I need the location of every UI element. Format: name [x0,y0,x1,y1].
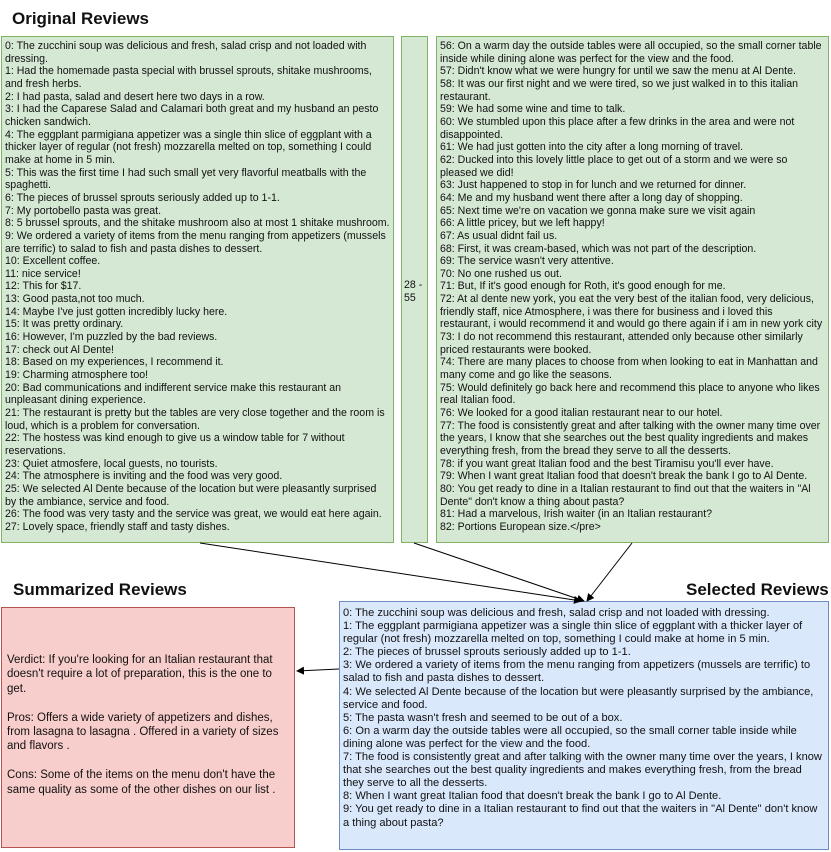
review-item: 2: I had pasta, salad and desert here two days in a row. [5,90,265,103]
arrow-left-to-selected [200,543,581,601]
review-item: 8: 5 brussel sprouts, and the shitake mushroom also at most 1 shitake mushroom. [5,217,390,230]
review-item: 64: Me and my husband went there after a long day of shopping. [440,191,743,204]
review-item: 0: The zucchini soup was delicious and fresh, salad crisp and not loaded with dressing. [343,607,770,619]
review-item: 73: I do not recommend this restaurant, attended only because other similarly priced restaurants were booked. [440,331,803,356]
selected-reviews-heading: Selected Reviews [686,580,829,599]
review-item: 12: This for $17. [5,280,82,293]
review-item: 69: The service wasn't very attentive. [440,255,614,268]
review-item: 7: The food is consistently great and after talking with the owner many time over the years, I know that she searches out the best quality ingredients and makes everything fresh, from the bread they serve to all the desserts. [343,751,822,790]
review-item: 25: We selected Al Dente because of the location but were pleasantly surprised by the ambiance, service and food. [5,482,377,508]
summary-pros: Pros: Offers a wide variety of appetizers and dishes, from lasagna to lasagna . Offered in a variety of sizes and flavors . [7,711,279,753]
review-item: 70: No one rushed us out. [440,267,562,280]
original-reviews-heading: Original Reviews [12,9,149,28]
review-item: 65: Next time we're on vacation we gonna make sure we visit again [440,204,756,217]
review-item: 6: On a warm day the outside tables were all occupied, so the small corner table inside while dining alone was perfect for the view and the food. [343,724,797,750]
review-item: 79: When I want great Italian food that doesn't break the bank I go to Al Dente. [440,470,808,483]
review-item: 0: The zucchini soup was delicious and fresh, salad crisp and not loaded with dressing. [5,40,367,65]
review-item: 66: A little pricey, but we left happy! [440,217,605,230]
review-item: 20: Bad communications and indifferent service make this restaurant an unpleasant dining experience. [5,381,342,407]
review-item: 14: Maybe I've just gotten incredibly lucky here. [5,305,228,318]
summary-cons: Cons: Some of the items on the menu don't have the same quality as some of the other dishes on our list . [7,769,276,796]
review-item: 6: The pieces of brussel sprouts seriously added up to 1-1. [5,191,280,204]
review-item: 56: On a warm day the outside tables were all occupied, so the small corner table inside while dining alone was perfect for the view and the food. [440,40,822,65]
review-item: 23: Quiet atmosfere, local guests, no tourists. [5,457,218,470]
review-item: 16: However, I'm puzzled by the bad reviews. [5,331,218,344]
review-item: 74: There are many places to choose from when looking to eat in Manhattan and many come and go like the seasons. [440,356,818,382]
review-item: 81: Had a marvelous, Irish waiter (in an Italian restaurant? [440,508,713,521]
review-item: 22: The hostess was kind enough to give us a window table for 7 without reservations. [5,432,345,457]
review-item: 76: We looked for a good italian restaurant near to our hotel. [440,407,723,420]
review-item: 26: The food was very tasty and the service was great, we would eat here again. [5,508,382,521]
review-item: 9: You get ready to dine in a Italian restaurant to find out that the waiters in "Al Dente" don't know a thing about pasta? [343,803,818,829]
review-item: 11: nice service! [5,267,81,280]
summarized-reviews-heading: Summarized Reviews [13,580,187,599]
review-item: 71: But, If it's good enough for Roth, it's good enough for me. [440,280,726,293]
review-item: 78: if you want great Italian food and the best Tiramisu you'll ever have. [440,457,774,470]
review-item: 27: Lovely space, friendly staff and tasty dishes. [5,520,230,533]
review-item: 17: check out Al Dente! [5,343,114,356]
review-item: 24: The atmosphere is inviting and the food was very good. [5,470,283,483]
review-item: 80: You get ready to dine in a Italian restaurant to find out that the waiters in "Al Dente" don't know a thing about pasta? [440,482,811,508]
review-item: 62: Ducked into this lovely little place to get out of a storm and we were so pleased we did! [440,153,788,179]
review-item: 5: This was the first time I had such small yet very flavorful meatballs with the spaghetti. [5,166,367,192]
review-item: 2: The pieces of brussel sprouts seriously added up to 1-1. [343,646,631,659]
review-item: 4: We selected Al Dente because of the location but were pleasantly surprised by the ambiance, service and food. [343,685,814,711]
arrow-right-to-selected [587,543,632,601]
review-item: 13: Good pasta,not too much. [5,293,145,306]
review-item: 9: We ordered a variety of items from the menu ranging from appetizers (mussels are terrific) to salad to fish and pasta dishes to dessert. [5,229,386,255]
review-item: 57: Didn't know what we were hungry for until we saw the menu at Al Dente. [440,65,796,78]
omitted-range-label: 28 - 55 [404,279,423,304]
review-item: 21: The restaurant is pretty but the tables are very close together and the room is loud, which is a problem for conversation. [5,407,385,432]
review-item: 1: The eggplant parmigiana appetizer was a single thin slice of eggplant with a thicker layer of regular (not fresh) mozzarella melted on top, something I could make at home in 5 min. [343,620,803,646]
review-item: 15: It was pretty ordinary. [5,318,124,331]
review-item: 3: I had the Caparese Salad and Calamari both great and my husband an pesto chicken sandwich. [5,103,379,128]
review-item: 60: We stumbled upon this place after a few drinks in the area and were not disappointed. [440,115,795,141]
summary-verdict: Verdict: If you're looking for an Italian restaurant that doesn't require a lot of preparation, this is the one to get. [7,654,273,695]
review-item: 75: Would definitely go back here and recommend this place to anyone who likes real Italian food. [440,381,820,407]
review-item: 18: Based on my experiences, I recommend it. [5,356,224,369]
review-item: 10: Excellent coffee. [5,255,101,268]
review-item: 59: We had some wine and time to talk. [440,103,626,116]
review-item: 4: The eggplant parmigiana appetizer was a single thin slice of eggplant with a thicker layer of regular (not fresh) mozzarella melted on top, something I could make at home in 5 min. [5,128,372,166]
arrow-middle-to-selected [414,543,584,601]
review-item: 19: Charming atmosphere too! [5,369,149,382]
review-item: 63: Just happened to stop in for lunch and we returned for dinner. [440,179,747,192]
review-item: 82: Portions European size.</pre> [440,520,601,533]
review-item: 72: At al dente new york, you eat the very best of the italian food, very delicious, friendly staff, nice Atmosphere, i was there for business and i loved this restaurant, i would recommend it and would go there again if i am in new york city [440,293,823,331]
review-item: 7: My portobello pasta was great. [5,204,162,217]
review-item: 61: We had just gotten into the city after a long morning of travel. [440,141,744,154]
review-item: 67: As usual didnt fail us. [440,229,558,242]
review-item: 58: It was our first night and we were tired, so we just walked in to this italian restaurant. [440,77,799,103]
review-item: 8: When I want great Italian food that doesn't break the bank I go to Al Dente. [343,790,722,803]
arrow-selected-to-summary [297,669,339,671]
review-item: 5: The pasta wasn't fresh and seemed to be out of a box. [343,711,623,724]
review-item: 68: First, it was cream-based, which was not part of the description. [440,242,757,255]
review-item: 3: We ordered a variety of items from the menu ranging from appetizers (mussels are terrific) to salad to fish and pasta dishes to dessert. [343,659,811,685]
review-item: 77: The food is consistently great and after talking with the owner many time over the years, I know that she searches out the best quality ingredients and makes everything fresh, from the bread they serve to all the desserts. [440,419,821,457]
review-item: 1: Had the homemade pasta special with brussel sprouts, shitake mushrooms, and fresh herbs. [5,65,372,90]
